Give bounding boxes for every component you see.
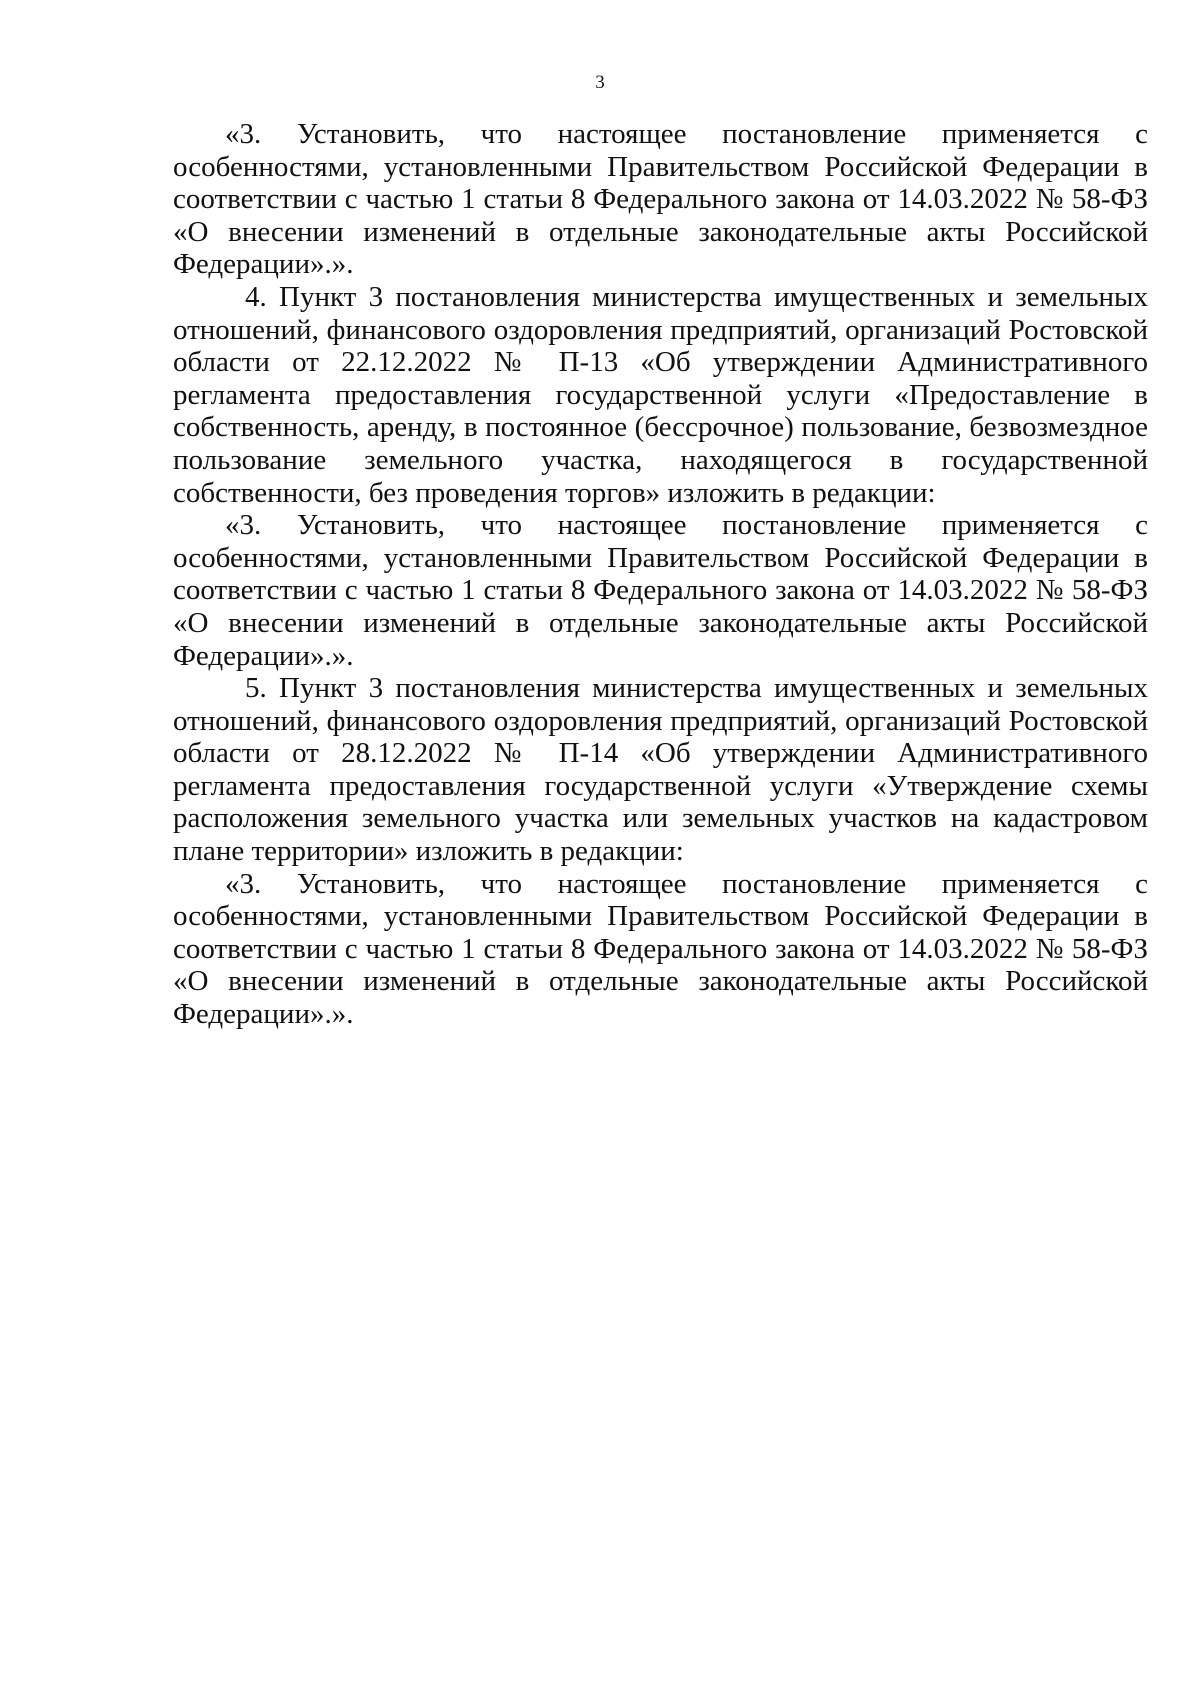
numbered-paragraph-5: 5. Пункт 3 постановления министерства имущественных и земельных отношений, финансового оздоровления предприятий, организаций Ростовской области от 28.12.2022 № П-14 «Об утверждении Административного регламента предоставления государственной услуги «Утверждение схемы расположения земельного участка или земельных участков на кадастровом плане территории» изложить в редакции: [173, 672, 1148, 868]
quoted-paragraph: «3. Установить, что настоящее постановление применяется с особенностями, установленными Правительством Российской Федерации в соответствии с частью 1 статьи 8 Федерального закона от 14.03.2022 № 58-ФЗ «О внесении изменений в отдельные законодательные акты Российской Федерации».». [173, 867, 1148, 1031]
quoted-paragraph: «3. Установить, что настоящее постановление применяется с особенностями, установленными Правительством Российской Федерации в соответствии с частью 1 статьи 8 Федерального закона от 14.03.2022 № 58-ФЗ «О внесении изменений в отдельные законодательные акты Российской Федерации».». [173, 118, 1148, 281]
numbered-paragraph-4: 4. Пункт 3 постановления министерства имущественных и земельных отношений, финансового оздоровления предприятий, организаций Ростовской области от 22.12.2022 № П-13 «Об утверждении Административного регламента предоставления государственной услуги «Предоставление в собственность, аренду, в постоянное (бессрочное) пользование, безвозмездное пользование земельного участка, находящегося в государственной собственности, без проведения торгов» изложить в редакции: [173, 280, 1148, 509]
quoted-paragraph: «3. Установить, что настоящее постановление применяется с особенностями, установленными Правительством Российской Федерации в соответствии с частью 1 статьи 8 Федерального закона от 14.03.2022 № 58-ФЗ «О внесении изменений в отдельные законодательные акты Российской Федерации».». [173, 509, 1148, 672]
page-number: 3 [595, 72, 605, 93]
document-body [173, 118, 1148, 1031]
